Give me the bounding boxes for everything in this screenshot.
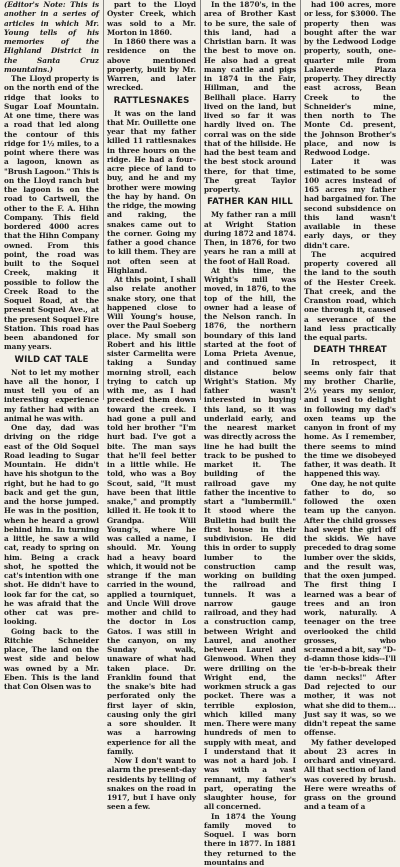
- body-paragraph: In retrospect, it seems only fair that my brother Charlie, 2½ years my senior, and I used to delight in following my dad's oxen teams up the canyon in front of my home. As I remember, there seems to mind the time we disobeyed father, it was death. It happened this way.: [304, 358, 396, 478]
- body-paragraph: part to the Lloyd Oyster Creek, which was sold to a Mr. Morton in 1860.: [107, 0, 196, 37]
- body-paragraph: The Lloyd property is on the north end of the ridge that looks to Sugar Loaf Mountain. At one time, there was a road that led along the contour of this ridge for 1½ miles, to a point where there was a lagoon, known as "Brush Lagoon." This is on the Lloyd ranch but the lagoon is on the road to Cartwell, the other to the F. A. Hihn Company. This field bordered 4000 acres that the Hihn Company owned. From this point, the road was built to the Soquel Creek, making it possible to follow the Creek Road to the Soquel Road, at the present Soquel Ave., at the present Soquel Fire Station. This road has been abandoned for many years.: [4, 74, 99, 352]
- body-paragraph: The acquired property covered all the land to the south of the Hester Creek. That creek, and the Cranston road, which one through it, caused a severance of the land less practically the equal parts.: [304, 250, 396, 343]
- column-divider: [103, 0, 104, 400]
- column-divider: [300, 0, 301, 400]
- section-heading-father-kan-hill: FATHER KAN HILL: [204, 197, 296, 207]
- column-2: [103, 0, 200, 400]
- newspaper-page: [0, 0, 400, 400]
- body-paragraph: One day, dad was driving on the ridge east of the Old Soquel Road leading to Sugar Mountain. He didn't have his shotgun to the right, but he had to go back and get the gun, and the horse jumped. He was in the position, when he heard a growl behind him. In turning a little, he saw a wild cat, ready to spring on him. Being a crack shot, he spotted the cat's intention with one shot. He didn't have to look far for the cat, so he was afraid that the other cat was pre-looking.: [4, 423, 99, 627]
- body-paragraph: had 100 acres, more or less, for $3000. The property then was bought after the war by the Ledwood Lodge property, south, one-quarter mile from Lalaverde Plaza property. They directly east across, Bean Creek to the Schneider's mine, then north to The Monte Cd. present, the Johnson Brother's place, and now is Redwood Lodge.: [304, 0, 396, 157]
- body-paragraph: Later it was estimated to be some 100 acres instead of 165 acres my father had bargained for. The second subsidence on this land wasn't available in these early days, or they didn't care.: [304, 157, 396, 250]
- section-heading-death-threat: DEATH THREAT: [304, 345, 396, 355]
- section-heading-wild-cat-tale: WILD CAT TALE: [4, 355, 99, 365]
- section-heading-rattlesnakes: RATTLESNAKES: [107, 96, 196, 106]
- column-divider: [200, 0, 201, 400]
- body-paragraph: In the 1870's, in the area of Brother Kast to be sure, the sale of this land, had a Christian barn. It was the best to move on. He also had a great many cattle and pigs in 1874 in the Fair, Hillman, and the Bellhall place. Harry lived on the land, but lived so far it was hardly lived on. The corral was on the side that of the hillside. He had the best team and the best stock around there, for that time, The great Taylor property.: [204, 0, 296, 194]
- body-paragraph: My father ran a mill at Wright Station during 1872 and 1874. Then, in 1876, for two years he ran a mill at the foot of Hall Road.: [204, 210, 296, 266]
- body-paragraph: It was on the land that Mr. Ouillette one year that my father killed 11 rattlesnakes in three hours on the ridge. He had a four-acre piece of land to buy, and he and my brother were mowing the hay by hand. On the ridge, the mowing and raking, the snakes came out to the corner. Going my father a good chance to kill them. They are not often seen at Highland.: [107, 109, 196, 276]
- body-paragraph: One day, he not quite father to do, so followed the oxen team up the canyon. After the child grosses had swept the girl off the skids. We have preceded to drag some lumber over the skids, and the result was, that the oxen jumped. The first thing I learned was a bear of trees and an iron work, naturally. A teenager on the tree overlooked the child grosses, who screamed a bit, say "D-d-damn those kids--I'll tie 'er-b-b-break their damn necks!" After Dad rejected to our mother, it was not what she did to them... Just say it was, so we didn't repeat the same offense.: [304, 479, 396, 738]
- body-paragraph: At this time, the Wright's mill was moved, in 1876, to the top of the hill, the owner had a lease of the Nelson ranch. In 1876, the northern boundary of this land started at the foot of Loma Prieta Avenue, and continued same distance below Wright's Station. My father wasn't interested in buying this land, so it was underlaid early, and the nearest market was directly across the line he had built the track to be pushed to market it. The building of the railroad gave my father the incentive to start a "lumbermill." It stood where the Bulletin had built the first house in their subdivision. He did this in order to supply lumber to the construction camp working on building the railroad and tunnels. It was a narrow gauge railroad, and they had a construction camp, between Wright and Laurel, and another between Laurel and Glenwood. When they were drilling on the Wright end, the workmen struck a gas pocket. There was a terrible explosion, which killed many men. There were many hundreds of men to supply with meat, and I understand that it was not a hard job. I was with a vast remnant, my father's part, operating the slaughter house, for all concerned.: [204, 266, 296, 812]
- body-paragraph: In 1874 the Young family moved to Soquel. I was born there in 1877. In 1881 they returned to the mountains and: [204, 812, 296, 867]
- body-paragraph: My father developed about 23 acres in orchard and vineyard. All that section of land was covered by brush. Here were wreaths of grass on the ground and a team of a: [304, 738, 396, 812]
- body-paragraph: At this point, I shall also relate another snake story, one that happened close to Will Young's house, over the Paul Soeberg place. My small son Robert and his little sister Carmelita were taking a Sunday morning stroll, each trying to catch up with me, as I had preceded them down toward the creek. I had gone a pull and told her brother "I'm hurt bad. I've got a bite. The man says that he'll feel better in a little while. He told, who was a Boy Scout, said, "It must have been that little snake," and promptly killed it. He took it to Grandpa. Will Young's, where he was called a name, I should. Mr. Young had a heavy board which, it would not be strange if the man carried in the wound, applied a tourniquet, and Uncle Will drove mother and child to the doctor in Los Gatos. I was still in the canyon, on my Sunday walk, unaware of what had taken place. Dr. Franklin found that the snake's bite had perforated only the first layer of skin, causing only the girl a sore shoulder. It was a harrowing experience for all the family.: [107, 275, 196, 756]
- column-1: [0, 0, 103, 400]
- body-paragraph: In 1860 there was a residence on the above mentioned property, built by Mr. Warren, and later wrecked.: [107, 37, 196, 93]
- column-4: [300, 0, 400, 400]
- body-paragraph: Now I don't want to alarm the present-day residents by telling of snakes on the road in 1917, but I have only seen a few.: [107, 756, 196, 812]
- body-paragraph: Going back to the Ritchie Schneider place, The land on the west side and below was owned by a Mr. Eben. This is the land that Con Olsen was to: [4, 627, 99, 692]
- editor-note: (Editor's Note: This is another in a series of articles in which Mr. Young tells of his memories of the Highland District in the Santa Cruz mountains.): [4, 0, 99, 74]
- body-paragraph: Not to let my mother have all the honor, I must tell you of an interesting experience my father had with an animal he was with.: [4, 368, 99, 424]
- column-3: [200, 0, 300, 400]
